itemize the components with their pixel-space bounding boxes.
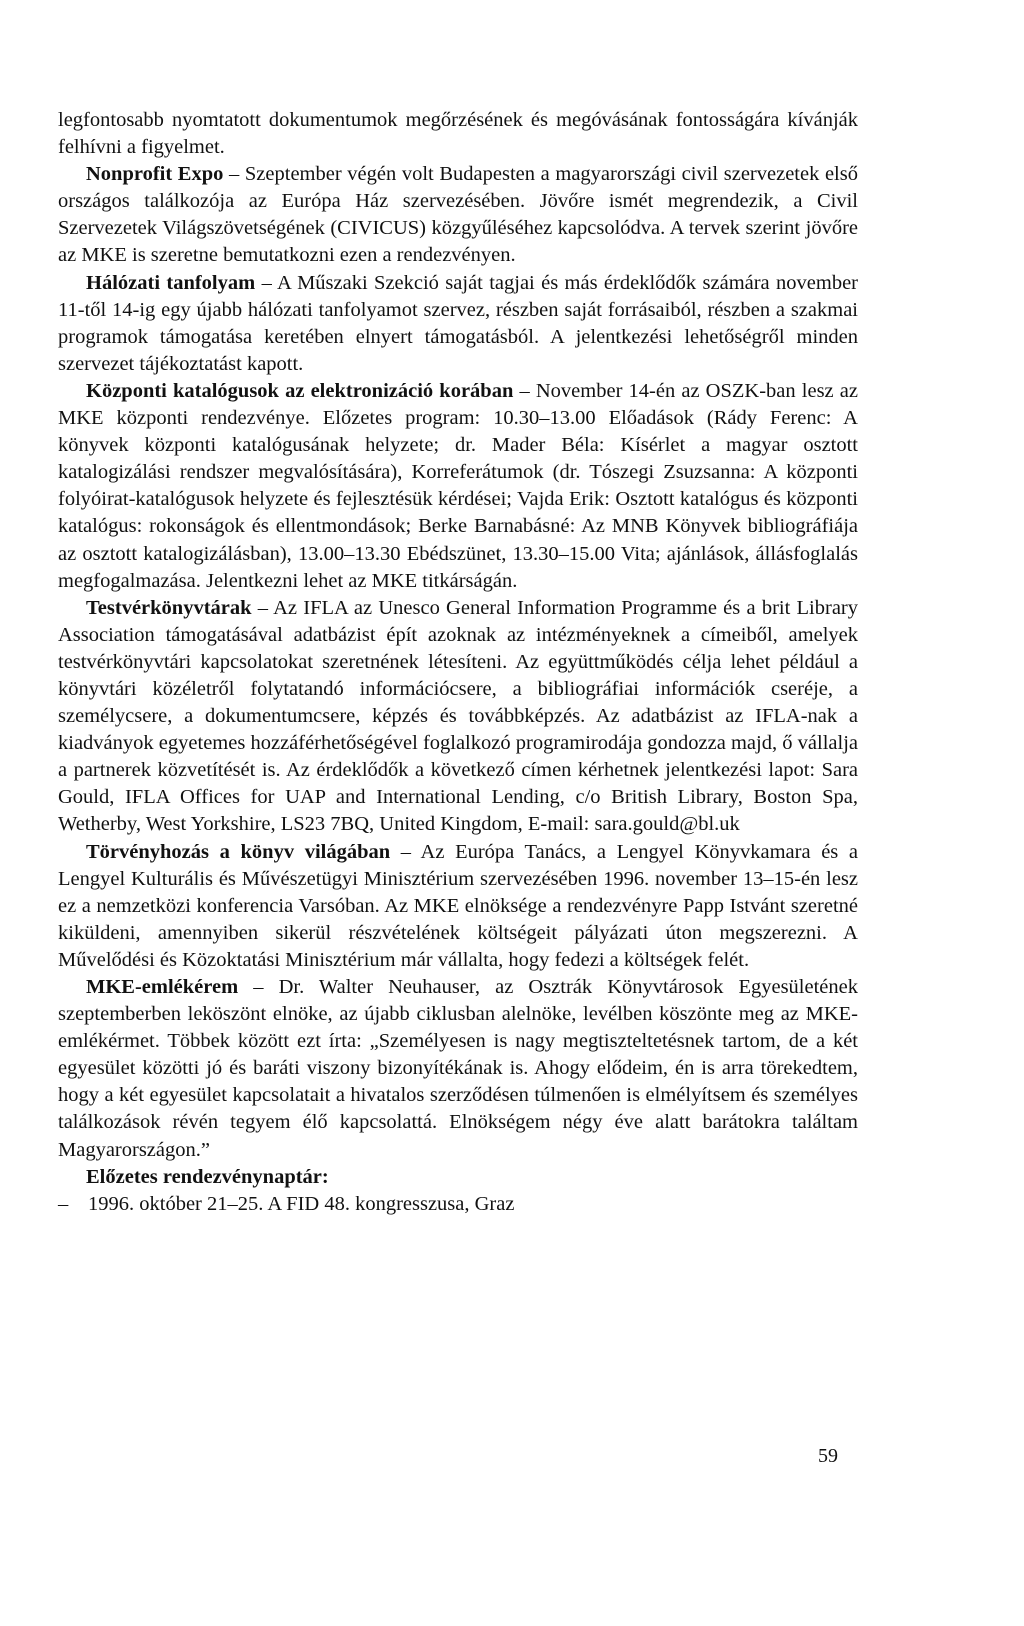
paragraph-heading: Testvérkönyvtárak: [86, 596, 252, 619]
paragraph-nonprofit-expo: [58, 161, 858, 269]
list-dash: –: [58, 1192, 69, 1215]
paragraph-kozponti-katalogusok: [58, 378, 858, 595]
paragraph-heading: Központi katalógusok az elektronizáció korában: [86, 379, 514, 402]
paragraph-text: – November 14-én az OSZK-ban lesz az MKE központi rendezvénye. Előzetes program: 10.30–13.00 Előadások (Rády Ferenc: A könyvek központi katalógusának helyzete; dr. Mader Béla: Kísérlet a magyar osztott katalogizálási rendszer megvalósítására), Korreferátumok (dr. Tószegi Zsuzsanna: A központi folyóirat-katalógusok helyzete és fejlesztésük kérdései; Vajda Erik: Osztott katalógus és központi katalógus: rokonságok és ellentmondások; Berke Barnabásné: Az MNB Könyvek bibliográfiája az osztott katalogizálásban), 13.00–13.30 Ebédszünet, 13.30–15.00 Vita; ajánlások, állásfoglalás megfogalmazása. Jelentkezni lehet az MKE titkárságán.: [58, 379, 858, 592]
calendar-item: [58, 1191, 858, 1218]
paragraph-heading: Nonprofit Expo: [86, 163, 224, 186]
paragraph-text: legfontosabb nyomtatott dokumentumok megőrzésének és megóvásának fontosságára kívánják felhívni a figyelmet.: [58, 109, 858, 159]
paragraph-halozati-tanfolyam: [58, 270, 858, 378]
paragraph-text: – Dr. Walter Neuhauser, az Osztrák Könyvtárosok Egyesületének szeptemberben leköszönt elnöke, az újabb ciklusban alelnöke, levélben köszönte meg az MKE-emlékérmet. Többek között ezt írta: „Személyesen is nagy megtiszteltetésnek tartom, de a két egyesület közötti jó és baráti viszony bizonyítékának is. Ahogy elődeim, én is arra törekedtem, hogy a két egyesület kapcsolatait a hivatalos szerződésen túlmenően is elmélyítsem és személyes találkozások révén tegyem élő kapcsolattá. Elnökségem négy éve alatt barátokra találtam Magyarországon.”: [58, 976, 858, 1161]
paragraph-heading: Előzetes rendezvénynaptár:: [86, 1165, 329, 1188]
paragraph-continuation: [58, 107, 858, 161]
paragraph-rendezvenynaptar: [58, 1164, 858, 1191]
paragraph-mke-emlekerem: [58, 974, 858, 1164]
calendar-item-text: 1996. október 21–25. A FID 48. kongresszusa, Graz: [88, 1192, 515, 1215]
body-text: [58, 107, 858, 1218]
paragraph-text: – Az Európa Tanács, a Lengyel Könyvkamara és a Lengyel Kulturális és Művészetügyi Minisztérium szervezésében 1996. november 13–15-én lesz ez a nemzetközi konferencia Varsóban. Az MKE elnöksége a rendezvényre Papp Istvánt szeretné kiküldeni, amennyiben sikerül részvételének költségeit pályázati úton megszerezni. A Művelődési és Közoktatási Minisztérium már vállalta, hogy fedezi a költségek felét.: [58, 840, 859, 971]
paragraph-text: – A Műszaki Szekció saját tagjai és más érdeklődők számára november 11-től 14-ig egy újabb hálózati tanfolyamot szervez, részben saját forrásaiból, részben a szakmai programok támogatása keretében elnyert támogatásból. A jelentkezési lehetőségről minden szervezet tájékoztatást kapott.: [58, 271, 858, 375]
paragraph-torvenyhozas: [58, 839, 858, 974]
paragraph-heading: MKE-emlékérem: [86, 976, 239, 998]
paragraph-heading: Hálózati tanfolyam: [86, 271, 256, 294]
paragraph-text: – Az IFLA az Unesco General Information Programme és a brit Library Association támogatásával adatbázist épít azoknak az intézményeknek a címeiből, amelyek testvérkönyvtári kapcsolatokat szeretnének létesíteni. Az együttműködés célja lehet például a könyvtári közéletről folytatandó információcsere, a bibliográfiai információk cseréje, a személycsere, a dokumentumcsere, képzés és továbbképzés. Az adatbázist az IFLA-nak a kiadványok egyetemes hozzáférhetőségével foglalkozó programirodája gondozza majd, ő vállalja a partnerek közvetítését is. Az érdeklődők a következő címen kérhetnek jelentkezési lapot: Sara Gould, IFLA Offices for UAP and International Lending, c/o British Library, Boston Spa, Wetherby, West Yorkshire, LS23 7BQ, United Kingdom, E-mail: sara.gould@bl.uk: [58, 596, 858, 836]
paragraph-text: – Szeptember végén volt Budapesten a magyarországi civil szervezetek első országos találkozója az Európa Ház szervezésében. Jövőre ismét megrendezik, a Civil Szervezetek Világszövetségének (CIVICUS) közgyűléséhez kapcsolódva. A tervek szerint jövőre az MKE is szeretne bemutatkozni ezen a rendezvényen.: [58, 163, 858, 267]
paragraph-testverkonyvtarak: [58, 595, 858, 839]
page-number: 59: [818, 1445, 838, 1467]
paragraph-heading: Törvényhozás a könyv világában: [86, 840, 391, 863]
